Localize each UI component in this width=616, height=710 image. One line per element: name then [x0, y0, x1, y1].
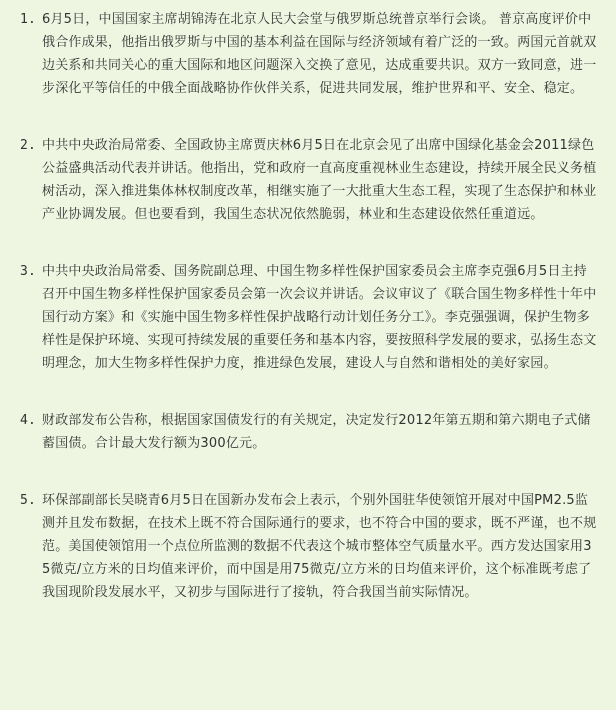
item-text: 财政部发布公告称，根据国家国债发行的有关规定，决定发行2012年第五期和第六期电子式储蓄国债。合计最大发行额为300亿元。	[42, 413, 591, 451]
list-item	[12, 260, 600, 375]
list-item	[12, 134, 600, 226]
item-number: 3.	[20, 264, 37, 279]
item-number: 2.	[20, 138, 37, 153]
news-list	[12, 8, 600, 604]
item-number: 1.	[20, 12, 37, 27]
item-text: 环保部副部长吴晓青6月5日在国新办发布会上表示，个别外国驻华使领馆开展对中国PM2.5监测并且发布数据，在技术上既不符合国际通行的要求，也不符合中国的要求，既不严谨，也不规范。美国使领馆用一个点位所监测的数据不代表这个城市整体空气质量水平。西方发达国家用35微克/立方米的日均值来评价，而中国是用75微克/立方米的日均值来评价，这个标准既考虑了我国现阶段发展水平，又初步与国际进行了接轨，符合我国当前实际情况。	[42, 493, 597, 600]
list-item	[12, 489, 600, 604]
item-text: 中共中央政治局常委、国务院副总理、中国生物多样性保护国家委员会主席李克强6月5日主持召开中国生物多样性保护国家委员会第一次会议并讲话。会议审议了《联合国生物多样性十年中国行动方案》和《实施中国生物多样性保护战略行动计划任务分工》。李克强强调，保护生物多样性是保护环境、实现可持续发展的重要任务和基本内容，要按照科学发展的要求，弘扬生态文明理念，加大生物多样性保护力度，推进绿色发展，建设人与自然和谐相处的美好家园。	[42, 264, 597, 371]
item-text: 中共中央政治局常委、全国政协主席贾庆林6月5日在北京会见了出席中国绿化基金会2011绿色公益盛典活动代表并讲话。他指出，党和政府一直高度重视林业生态建设，持续开展全民义务植树活动，深入推进集体林权制度改革，相继实施了一大批重大生态工程，实现了生态保护和林业产业协调发展。但也要看到，我国生态状况依然脆弱，林业和生态建设依然任重道远。	[42, 138, 597, 222]
list-item	[12, 8, 600, 100]
item-number: 4.	[20, 413, 37, 428]
item-text: 6月5日，中国国家主席胡锦涛在北京人民大会堂与俄罗斯总统普京举行会谈。 普京高度评价中俄合作成果，他指出俄罗斯与中国的基本利益在国际与经济领域有着广泛的一致。两国元首就双边关系和共同关心的重大国际和地区问题深入交换了意见，达成重要共识。双方一致同意，进一步深化平等信任的中俄全面战略协作伙伴关系，促进共同发展，维护世界和平、安全、稳定。	[42, 12, 597, 96]
item-number: 5.	[20, 493, 37, 508]
list-item	[12, 409, 600, 455]
